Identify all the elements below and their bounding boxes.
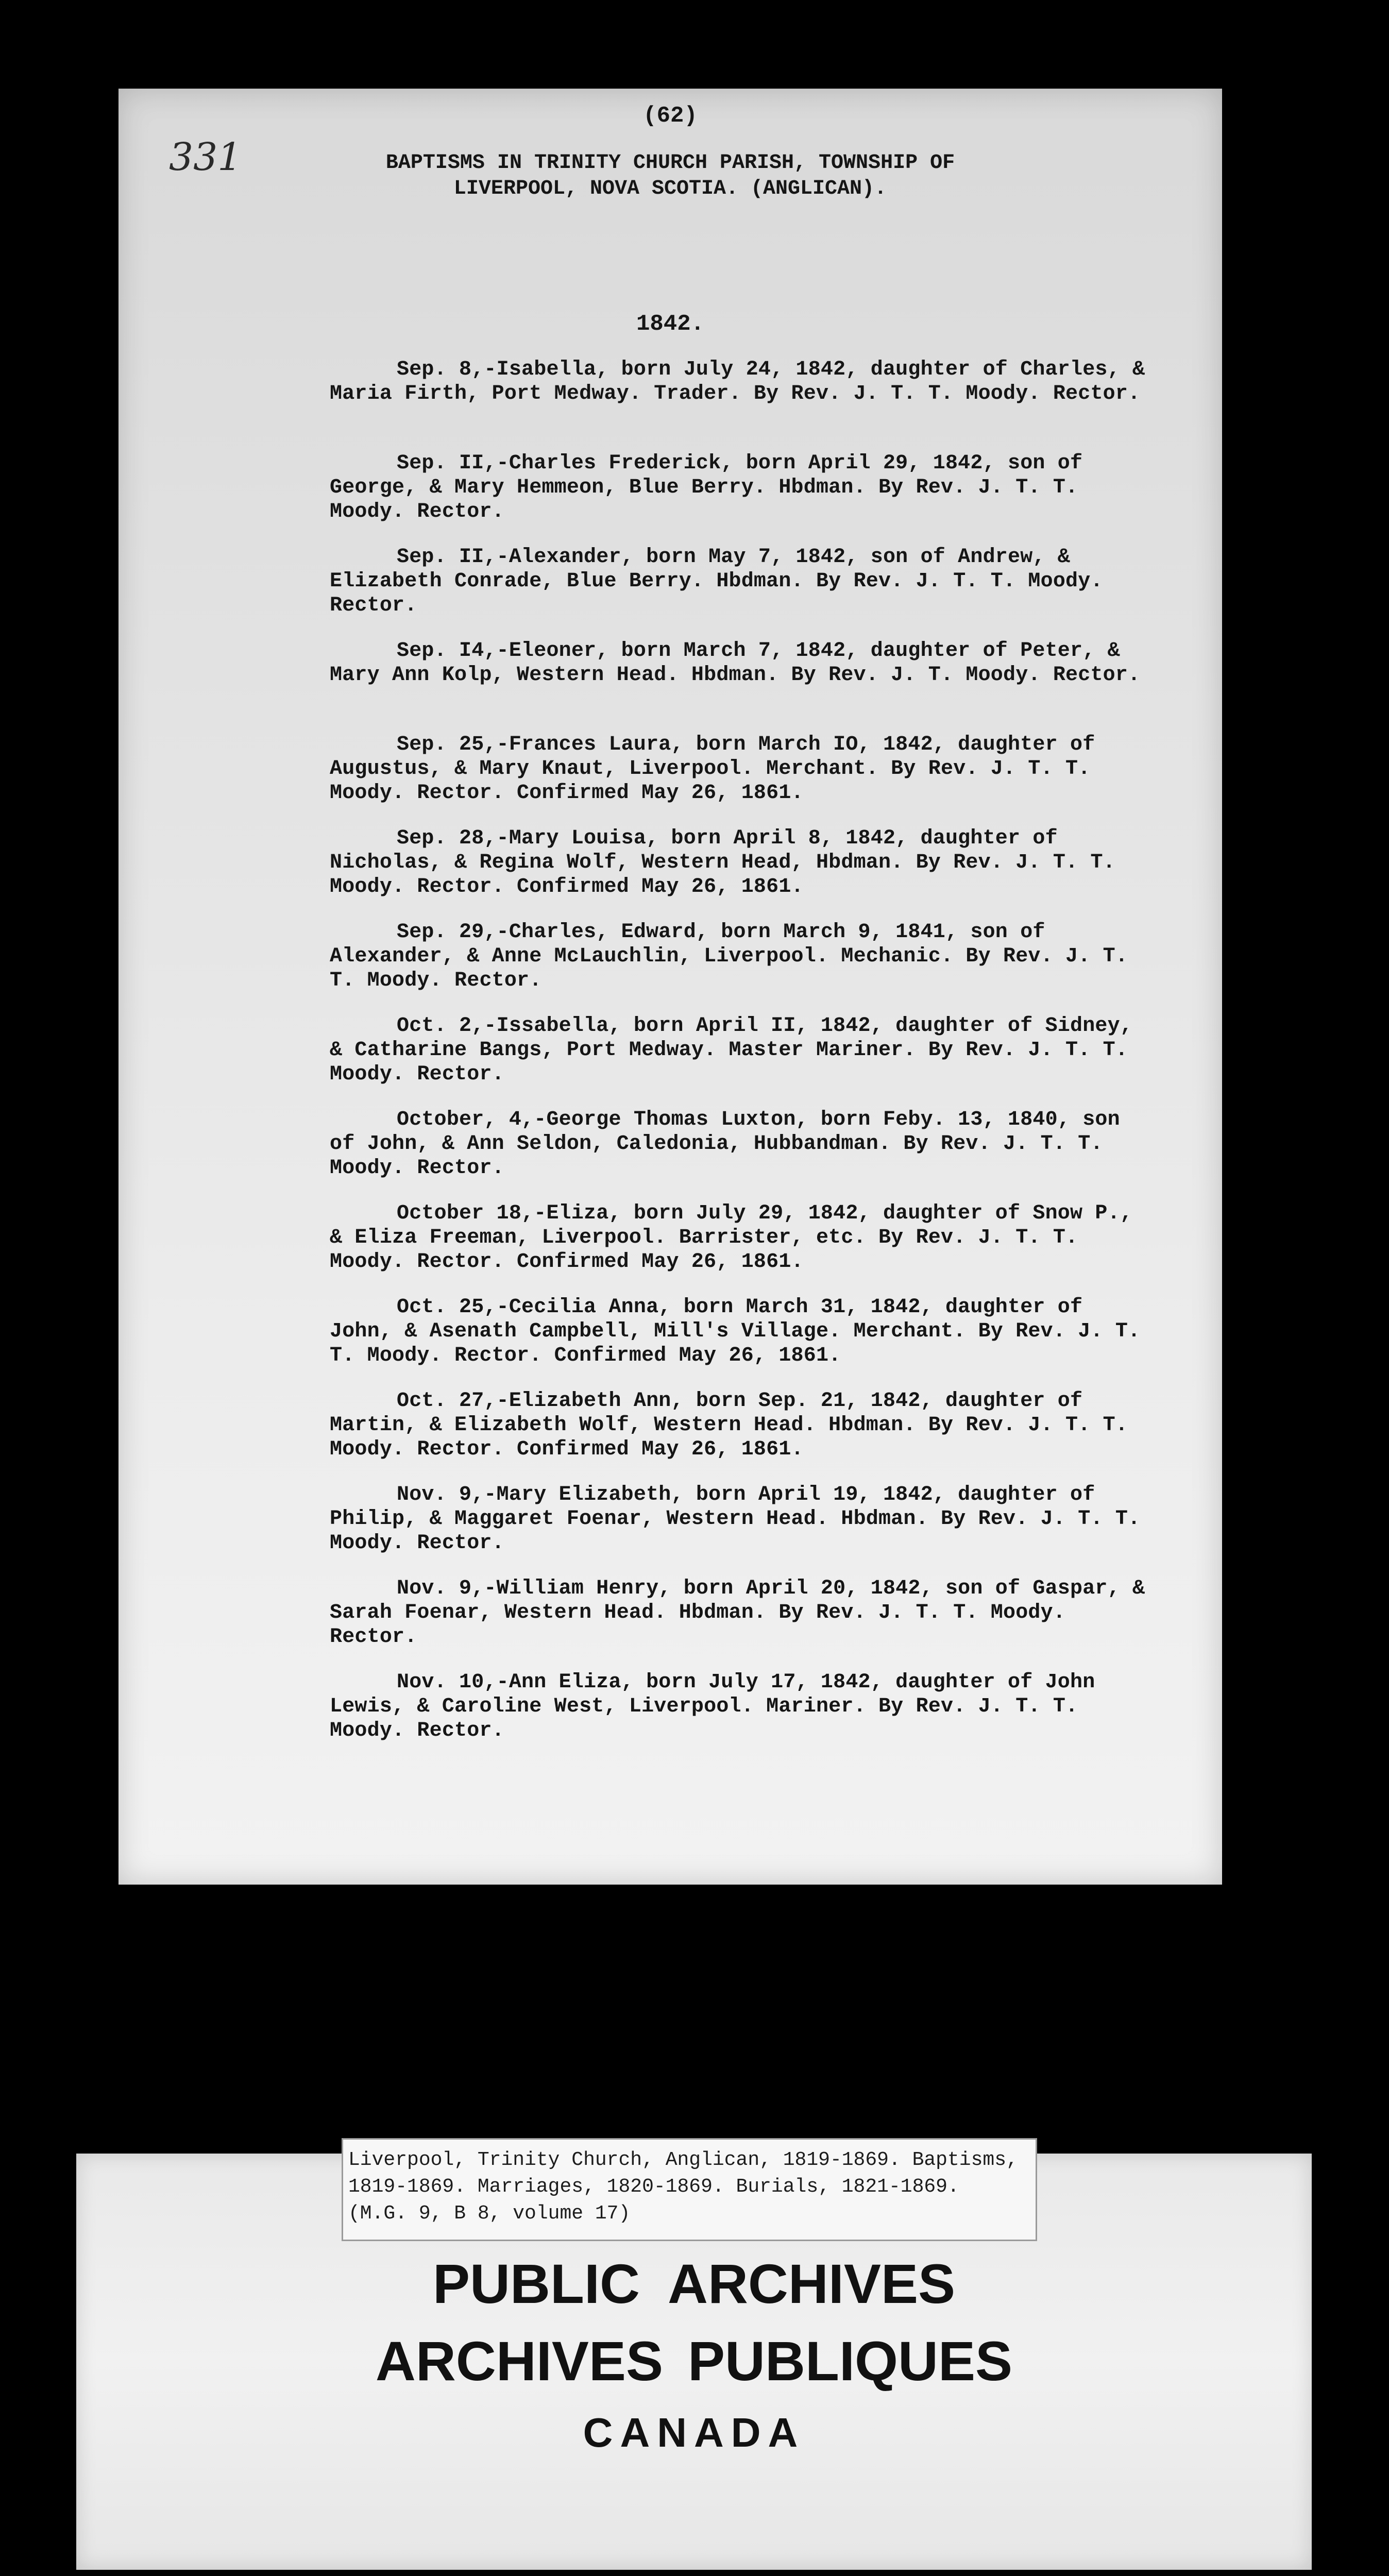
collection-label-slip xyxy=(342,2138,1037,2241)
archive-target-card xyxy=(76,2149,1312,2570)
label-line: Liverpool, Trinity Church, Anglican, 1819-1869. Baptisms, xyxy=(348,2149,1018,2171)
baptism-entry: Sep. II,-Alexander, born May 7, 1842, son of Andrew, & Elizabeth Conrade, Blue Berry. Hbdman. By Rev. J. T. T. Moody. Rector. xyxy=(330,546,1103,617)
baptism-entry: Sep. I4,-Eleoner, born March 7, 1842, daughter of Peter, & Mary Ann Kolp, Western Head. Hbdman. By Rev. J. T. Moody. Rector. xyxy=(330,639,1141,687)
baptism-entry: Sep. 29,-Charles, Edward, born March 9, 1841, son of Alexander, & Anne McLauchlin, Liverpool. Mechanic. By Rev. J. T. T. Moody. Rector. xyxy=(330,921,1128,992)
heading-line-1: BAPTISMS IN TRINITY CHURCH PARISH, TOWNSHIP OF xyxy=(385,151,955,175)
baptism-entry: Sep. 28,-Mary Louisa, born April 8, 1842, daughter of Nicholas, & Regina Wolf, Western Head, Hbdman. By Rev. J. T. T. Moody. Rector. Confirmed May 26, 1861. xyxy=(330,827,1115,899)
label-line: 1819-1869. Marriages, 1820-1869. Burials, 1821-1869. xyxy=(348,2176,959,2198)
baptism-entry: Sep. 8,-Isabella, born July 24, 1842, daughter of Charles, & Maria Firth, Port Medway. Trader. By Rev. J. T. T. Moody. Rector. xyxy=(330,358,1145,405)
archives-country: CANADA xyxy=(583,2410,805,2455)
heading-line-2: LIVERPOOL, NOVA SCOTIA. (ANGLICAN). xyxy=(453,177,887,200)
archives-title-english: PUBLIC ARCHIVES xyxy=(432,2252,956,2315)
baptism-entry: Sep. II,-Charles Frederick, born April 29, 1842, son of George, & Mary Hemmeon, Blue Berry. Hbdman. By Rev. J. T. T. Moody. Rector. xyxy=(330,452,1083,523)
baptism-entry: October, 4,-George Thomas Luxton, born Feby. 13, 1840, son of John, & Ann Seldon, Caledonia, Hubbandman. By Rev. J. T. T. Moody. Rector. xyxy=(330,1108,1120,1180)
baptism-entry: October 18,-Eliza, born July 29, 1842, daughter of Snow P., & Eliza Freeman, Liverpool. Barrister, etc. By Rev. J. T. T. Moody. Rector. Confirmed May 26, 1861. xyxy=(330,1202,1133,1274)
page-heading xyxy=(118,150,1222,202)
baptism-entry: Oct. 27,-Elizabeth Ann, born Sep. 21, 1842, daughter of Martin, & Elizabeth Wolf, Western Head. Hbdman. By Rev. J. T. T. Moody. Rector. Confirmed May 26, 1861. xyxy=(330,1389,1128,1461)
baptism-entry: Nov. 9,-William Henry, born April 20, 1842, son of Gaspar, & Sarah Foenar, Western Head. Hbdman. By Rev. J. T. T. Moody. Rector. xyxy=(330,1577,1145,1649)
register-page xyxy=(118,89,1222,1885)
baptism-entry: Oct. 2,-Issabella, born April II, 1842, daughter of Sidney, & Catharine Bangs, Port Medway. Master Mariner. By Rev. J. T. T. Moody. Rector. xyxy=(330,1014,1133,1086)
handwritten-page-annotation: 331 xyxy=(169,135,242,179)
baptism-entries xyxy=(330,358,1154,1764)
baptism-entry: Sep. 25,-Frances Laura, born March IO, 1842, daughter of Augustus, & Mary Knaut, Liverpool. Merchant. By Rev. J. T. T. Moody. Rector. Confirmed May 26, 1861. xyxy=(330,733,1095,805)
archives-title-french: ARCHIVES PUBLIQUES xyxy=(375,2330,1013,2392)
label-line: (M.G. 9, B 8, volume 17) xyxy=(348,2202,631,2225)
baptism-entry: Oct. 25,-Cecilia Anna, born March 31, 1842, daughter of John, & Asenath Campbell, Mill's Village. Merchant. By Rev. J. T. T. Moody. Rector. Confirmed May 26, 1861. xyxy=(330,1296,1141,1367)
baptism-entry: Nov. 9,-Mary Elizabeth, born April 19, 1842, daughter of Philip, & Maggaret Foenar, Western Head. Hbdman. By Rev. J. T. T. Moody. Rector. xyxy=(330,1483,1141,1555)
year-heading: 1842. xyxy=(636,311,705,337)
baptism-entry: Nov. 10,-Ann Eliza, born July 17, 1842, daughter of John Lewis, & Caroline West, Liverpool. Mariner. By Rev. J. T. T. Moody. Rector. xyxy=(330,1671,1095,1742)
page-number: (62) xyxy=(643,103,698,129)
